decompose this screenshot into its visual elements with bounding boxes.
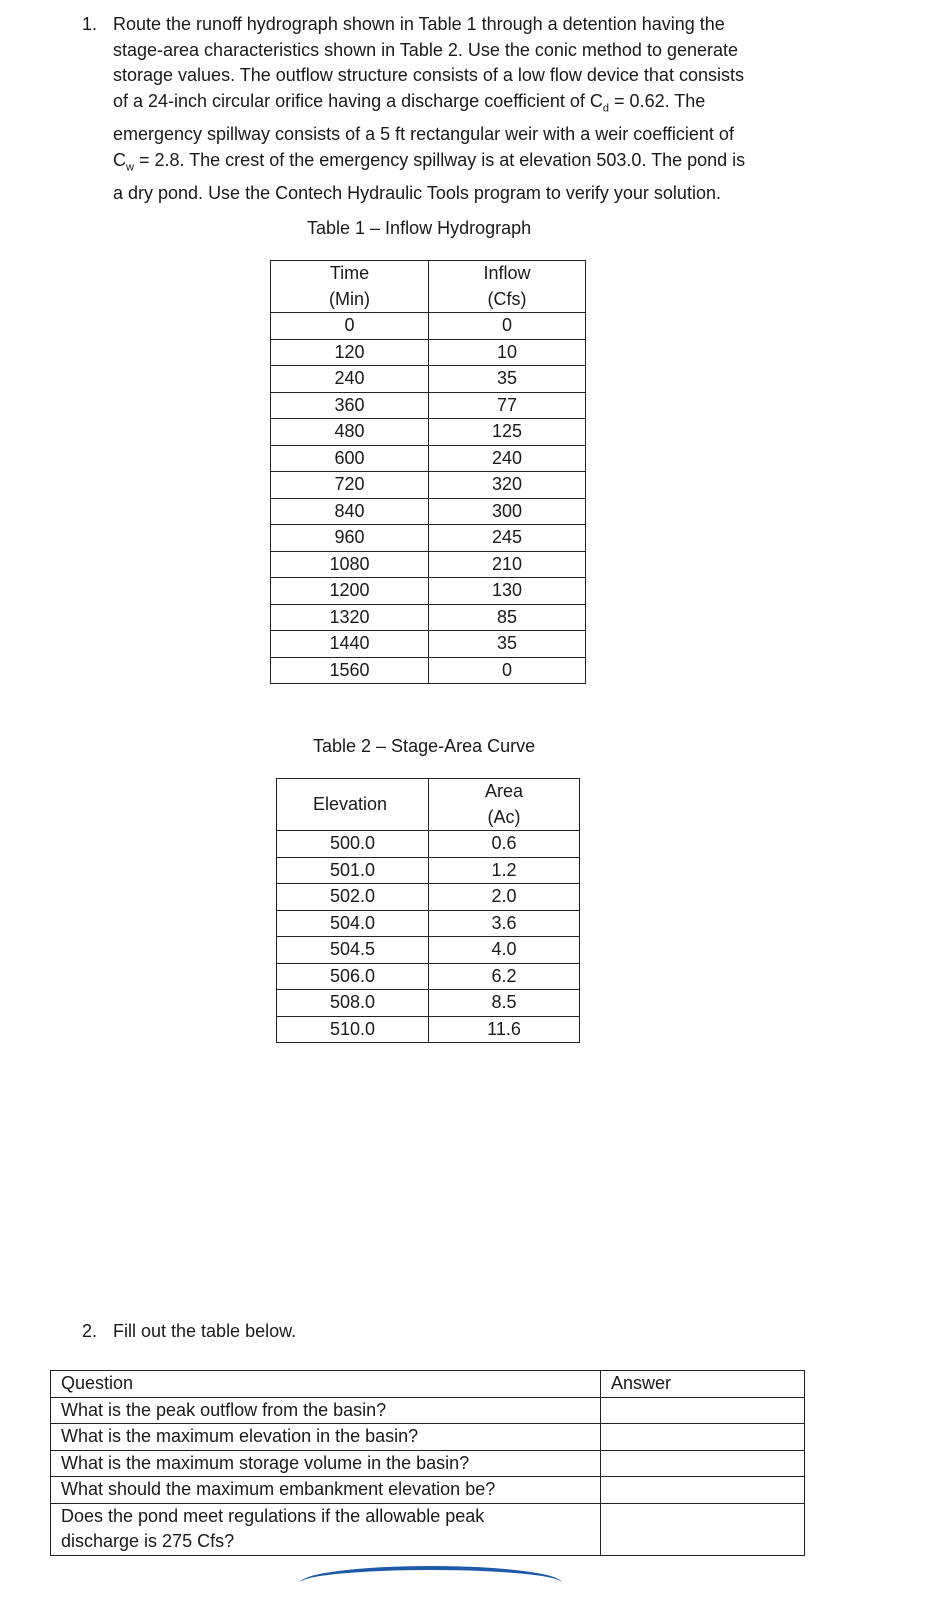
table-row [277, 884, 580, 911]
problem-2-text: Fill out the table below. [113, 1321, 297, 1341]
cell-second-column: 35 [429, 366, 586, 393]
cell-first-column: 504.0 [277, 910, 429, 937]
problem-1-text [113, 12, 813, 207]
qa-row [51, 1477, 805, 1504]
cell-first-column: 501.0 [277, 857, 429, 884]
cell-first-column: 1080 [271, 551, 429, 578]
header-cell-area: Area (Ac) [429, 779, 580, 831]
qa-row [51, 1503, 805, 1555]
table-row [277, 990, 580, 1017]
cell-first-column: 1320 [271, 604, 429, 631]
cell-second-column: 6.2 [429, 963, 580, 990]
question-cell: What should the maximum embankment elevation be? [51, 1477, 601, 1504]
header-cell-inflow: Inflow (Cfs) [429, 261, 586, 313]
header-cell-time: Time (Min) [271, 261, 429, 313]
qa-row [51, 1397, 805, 1424]
table-row [277, 857, 580, 884]
cell-first-column: 504.5 [277, 937, 429, 964]
cell-second-column: 0 [429, 313, 586, 340]
cell-second-column: 1.2 [429, 857, 580, 884]
cell-first-column: 1560 [271, 657, 429, 684]
table-1-caption: Table 1 – Inflow Hydrograph [307, 218, 532, 238]
cell-first-column: 502.0 [277, 884, 429, 911]
cell-first-column: 506.0 [277, 963, 429, 990]
problem-1-line: of a 24-inch circular orifice having a discharge coefficient of $C_d = 0.62$. The [113, 91, 706, 115]
cell-second-column: 125 [429, 419, 586, 446]
table-row [271, 525, 586, 552]
question-cell: What is the peak outflow from the basin? [51, 1397, 601, 1424]
problem-1-line: Route the runoff hydrograph shown in Table 1 through a detention having the [113, 14, 725, 34]
cell-second-column: 245 [429, 525, 586, 552]
table-row [271, 498, 586, 525]
answer-cell[interactable] [601, 1477, 805, 1504]
cell-first-column: 960 [271, 525, 429, 552]
problem-2-number: 2. [82, 1321, 98, 1341]
table-header-row [271, 261, 586, 313]
answer-header: Answer [601, 1371, 805, 1398]
cell-second-column: 3.6 [429, 910, 580, 937]
qa-header-row [51, 1371, 805, 1398]
problem-1-line: storage values. The outflow structure consists of a low flow device that consists [113, 65, 744, 86]
question-cell: Does the pond meet regulations if the allowable peak discharge is 275 Cfs? [51, 1503, 601, 1555]
cell-first-column: 1440 [271, 631, 429, 658]
cell-second-column: 8.5 [429, 990, 580, 1017]
table-2-caption: Table 2 – Stage-Area Curve [313, 736, 536, 756]
answer-cell[interactable] [601, 1397, 805, 1424]
table-row [277, 831, 580, 858]
qa-row [51, 1424, 805, 1451]
inflow-hydrograph-table [270, 260, 586, 684]
table-row [271, 445, 586, 472]
cell-first-column: 120 [271, 339, 429, 366]
cell-first-column: 720 [271, 472, 429, 499]
qa-row [51, 1450, 805, 1477]
table-row [271, 313, 586, 340]
question-header: Question [51, 1371, 601, 1398]
problem-1-line: $C_w = 2.8$. The crest of the emergency spillway is at elevation 503.0. The pond is [113, 150, 746, 174]
question-cell: What is the maximum storage volume in the basin? [51, 1450, 601, 1477]
table-row [271, 472, 586, 499]
table-row [277, 963, 580, 990]
cell-first-column: 508.0 [277, 990, 429, 1017]
cell-first-column: 0 [271, 313, 429, 340]
cell-second-column: 210 [429, 551, 586, 578]
cell-first-column: 840 [271, 498, 429, 525]
cell-first-column: 240 [271, 366, 429, 393]
cell-second-column: 35 [429, 631, 586, 658]
cell-second-column: 320 [429, 472, 586, 499]
table-row [271, 578, 586, 605]
problem-1-line: emergency spillway consists of a 5 ft rectangular weir with a weir coefficient of [113, 124, 734, 145]
cell-second-column: 4.0 [429, 937, 580, 964]
cell-second-column: 2.0 [429, 884, 580, 911]
table-row [271, 551, 586, 578]
decorative-arc [300, 1566, 562, 1600]
cell-first-column: 510.0 [277, 1016, 429, 1043]
cell-second-column: 11.6 [429, 1016, 580, 1043]
answer-cell[interactable] [601, 1424, 805, 1451]
answer-cell[interactable] [601, 1450, 805, 1477]
table-row [271, 604, 586, 631]
cell-second-column: 10 [429, 339, 586, 366]
problem-1-number: 1. [82, 14, 98, 34]
cell-first-column: 360 [271, 392, 429, 419]
cell-first-column: 600 [271, 445, 429, 472]
table-row [271, 631, 586, 658]
cell-second-column: 300 [429, 498, 586, 525]
table-header-row [277, 779, 580, 831]
table-row [271, 339, 586, 366]
answer-cell[interactable] [601, 1503, 805, 1555]
cell-first-column: 1200 [271, 578, 429, 605]
table-row [277, 937, 580, 964]
cell-first-column: 480 [271, 419, 429, 446]
table-row [277, 1016, 580, 1043]
cell-second-column: 240 [429, 445, 586, 472]
table-row [271, 366, 586, 393]
cell-second-column: 130 [429, 578, 586, 605]
table-row [277, 910, 580, 937]
problem-1-line: stage-area characteristics shown in Table 2. Use the conic method to generate [113, 39, 739, 60]
cell-second-column: 85 [429, 604, 586, 631]
header-cell-elevation: Elevation [277, 779, 429, 831]
table-row [271, 657, 586, 684]
cell-second-column: 77 [429, 392, 586, 419]
cell-first-column: 500.0 [277, 831, 429, 858]
stage-area-table [276, 778, 580, 1043]
table-row [271, 392, 586, 419]
cell-second-column: 0 [429, 657, 586, 684]
table-row [271, 419, 586, 446]
problem-1-line: a dry pond. Use the Contech Hydraulic Tools program to verify your solution. [113, 183, 721, 204]
cell-second-column: 0.6 [429, 831, 580, 858]
qa-table [50, 1370, 805, 1556]
question-cell: What is the maximum elevation in the basin? [51, 1424, 601, 1451]
